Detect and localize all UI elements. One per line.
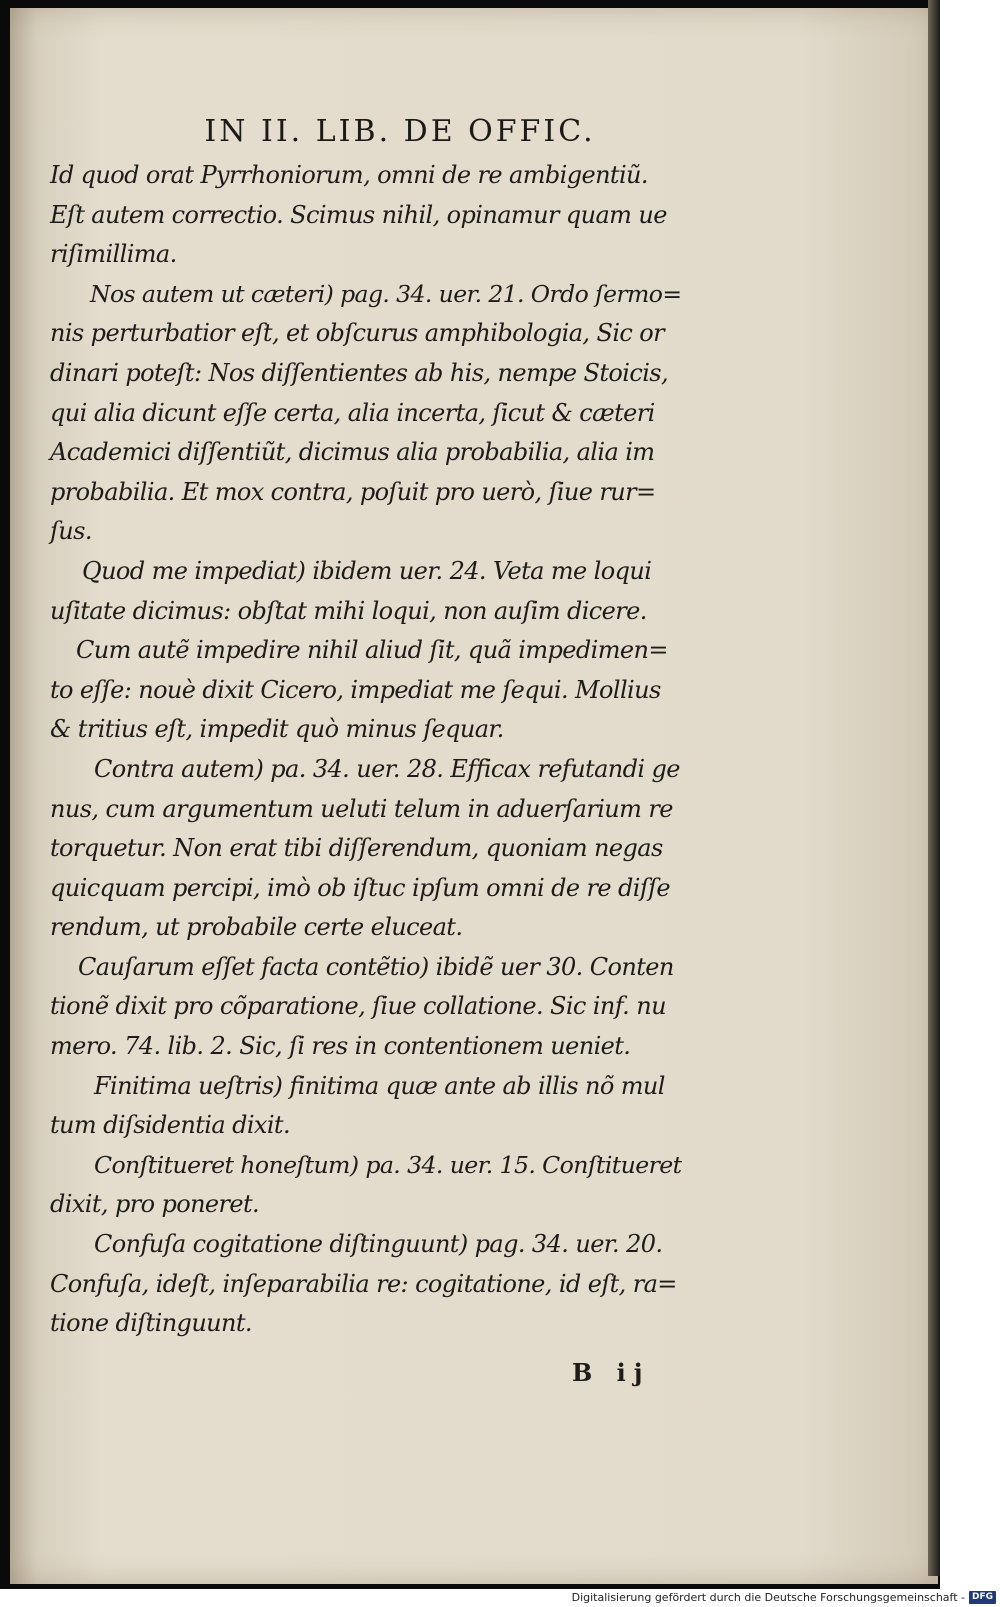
dfg-logo: DFG	[969, 1591, 996, 1604]
text-line: riſimillima.	[50, 240, 177, 269]
text-line: & tritius eſt, impedit quò minus ſequar.	[50, 715, 504, 744]
paragraph	[50, 948, 682, 1067]
paragraph	[50, 1067, 682, 1146]
text-line: Confuſa, ideſt, inſeparabilia re: cogitatione, id eſt, ra=	[50, 1269, 677, 1298]
text-line: qui alia dicunt eſſe certa, alia incerta, ſicut & cæteri	[50, 398, 655, 427]
text-line: ſus.	[50, 517, 92, 546]
paragraph	[50, 1146, 682, 1225]
text-line: nus, cum argumentum ueluti telum in aduerſarium re	[50, 794, 673, 823]
text-line: to eſſe: nouè dixit Cicero, impediat me ſequi. Mollius	[50, 675, 661, 704]
text-line: dixit, pro poneret.	[50, 1190, 260, 1219]
text-line: Finitima ueſtris) finitima quæ ante ab illis nõ mul	[94, 1071, 665, 1100]
text-line: probabilia. Et mox contra, poſuit pro uerò, ſiue rur=	[50, 477, 656, 506]
text-line: mero. 74. lib. 2. Sic, ſi res in contentionem ueniet.	[50, 1032, 631, 1061]
paragraph	[50, 631, 682, 750]
text-line: Nos autem ut cæteri) pag. 34. uer. 21. Ordo ſermo=	[90, 279, 682, 308]
paragraph	[50, 275, 682, 552]
text-line: tum diſsidentia dixit.	[50, 1111, 291, 1140]
book-page	[10, 8, 938, 1584]
page-edge-shadow	[928, 0, 940, 1576]
paragraph	[50, 552, 682, 631]
text-line: tione diſtinguunt.	[50, 1309, 252, 1338]
paragraph	[50, 750, 682, 948]
text-line: dinari poteſt: Nos diſſentientes ab his, nempe Stoicis,	[50, 358, 669, 387]
running-head: IN II. LIB. DE OFFIC.	[204, 114, 596, 149]
text-line: Contra autem) pa. 34. uer. 28. Efficax refutandi ge	[94, 754, 680, 783]
text-line: Cum autẽ impedire nihil aliud ſit, quã impedimen=	[76, 636, 668, 665]
text-line: Eſt autem correctio. Scimus nihil, opinamur quam ue	[50, 200, 667, 229]
digitization-credit	[572, 1588, 996, 1606]
credit-text: Digitalisierung gefördert durch die Deutsche Forschungsgemeinschaft -	[571, 1590, 965, 1604]
text-line: quicquam percipi, imò ob iſtuc ipſum omni de re diſſe	[50, 873, 671, 902]
text-line: tionẽ dixit pro cõparatione, ſiue collatione. Sic inf. nu	[50, 992, 666, 1021]
text-line: Id quod orat Pyrrhoniorum, omni de re ambigentiũ.	[50, 161, 648, 189]
paragraph	[50, 156, 682, 275]
text-line: nis perturbatior eſt, et obſcurus amphibologia, Sic or	[50, 319, 664, 348]
text-line: Conſtitueret honeſtum) pa. 34. uer. 15. Conſtitueret	[94, 1150, 682, 1179]
text-line: uſitate dicimus: obſtat mihi loqui, non auſim dicere.	[50, 596, 647, 625]
text-line: Cauſarum eſſet facta contẽtio) ibidẽ uer 30. Conten	[78, 952, 674, 981]
text-line: Confuſa cogitatione diſtinguunt) pag. 34. uer. 20.	[94, 1230, 663, 1259]
text-line: Quod me impediat) ibidem uer. 24. Veta me loqui	[82, 556, 652, 585]
paragraph	[50, 1225, 682, 1344]
text-line: Academici diſſentiũt, dicimus alia probabilia, alia im	[50, 438, 655, 467]
signature-mark: B ij	[572, 1358, 651, 1387]
text-line: torquetur. Non erat tibi diſſerendum, quoniam negas	[50, 834, 663, 863]
text-block	[50, 156, 682, 1344]
text-line: rendum, ut probabile certe eluceat.	[50, 913, 463, 942]
